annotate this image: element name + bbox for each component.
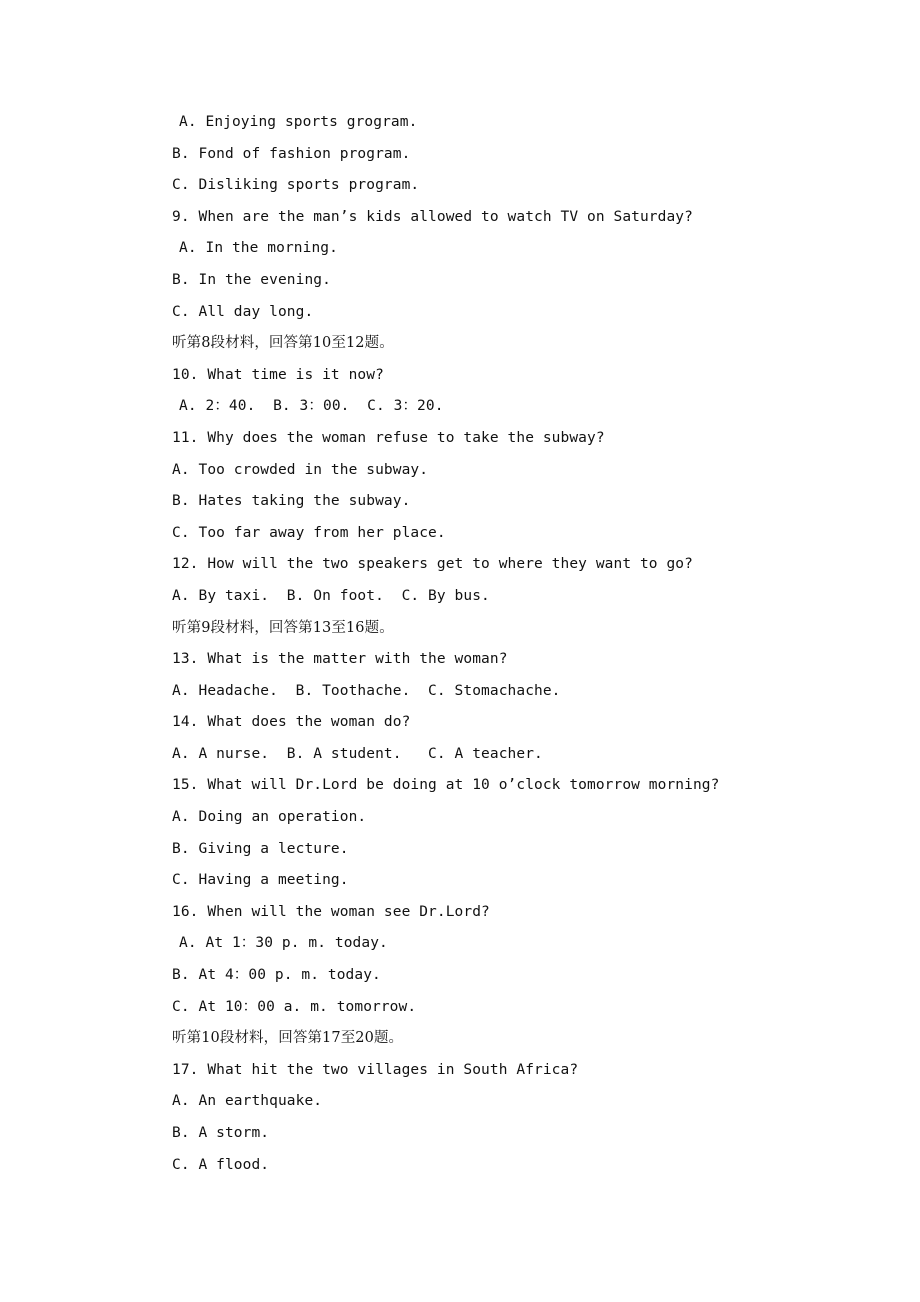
text-line: A. At 1：30 p. m. today. (179, 935, 388, 952)
text-line: 16. When will the woman see Dr.Lord? (172, 903, 490, 920)
text-line: A. An earthquake. (172, 1093, 323, 1110)
text-line: A. A nurse. B. A student. C. A teacher. (172, 745, 543, 762)
question-list (172, 110, 792, 1184)
section-heading: 听第8段材料，回答第10至12题。 (172, 335, 394, 352)
text-line: A. Enjoying sports grogram. (179, 114, 418, 130)
text-line: 13. What is the matter with the woman? (172, 651, 508, 668)
text-line: C. All day long. (172, 303, 314, 320)
section-heading: 听第9段材料，回答第13至16题。 (172, 619, 394, 636)
text-line: B. In the evening. (172, 271, 331, 288)
text-line: A. Too crowded in the subway. (172, 461, 429, 478)
text-line: 12. How will the two speakers get to where they want to go? (172, 556, 693, 573)
text-line: 10. What time is it now? (172, 366, 384, 383)
text-line: B. Giving a lecture. (172, 840, 349, 857)
text-line: C. A flood. (172, 1156, 270, 1173)
text-line: B. At 4：00 p. m. today. (172, 967, 381, 984)
text-line: 11. Why does the woman refuse to take the subway? (172, 429, 605, 446)
text-line: B. Fond of fashion program. (172, 145, 411, 162)
text-line: 14. What does the woman do? (172, 714, 411, 731)
text-line: A. By taxi. B. On foot. C. By bus. (172, 587, 490, 604)
text-line: C. At 10：00 a. m. tomorrow. (172, 998, 417, 1015)
text-line: C. Having a meeting. (172, 872, 349, 889)
text-line: A. Headache. B. Toothache. C. Stomachache. (172, 682, 561, 699)
text-line: 15. What will Dr.Lord be doing at 10 o’clock tomorrow morning? (172, 777, 720, 794)
text-line: B. Hates taking the subway. (172, 493, 411, 510)
text-line: A. 2：40. B. 3：00. C. 3：20. (179, 398, 444, 415)
text-line: B. A storm. (172, 1125, 270, 1141)
text-line: C. Too far away from her place. (172, 524, 446, 541)
text-line: A. Doing an operation. (172, 809, 367, 826)
text-line: 17. What hit the two villages in South Africa? (172, 1061, 579, 1078)
section-heading: 听第10段材料，回答第17至20题。 (172, 1030, 404, 1047)
text-line: A. In the morning. (179, 240, 338, 257)
text-line: 9. When are the man’s kids allowed to watch TV on Saturday? (172, 208, 693, 225)
text-line: C. Disliking sports program. (172, 177, 420, 194)
